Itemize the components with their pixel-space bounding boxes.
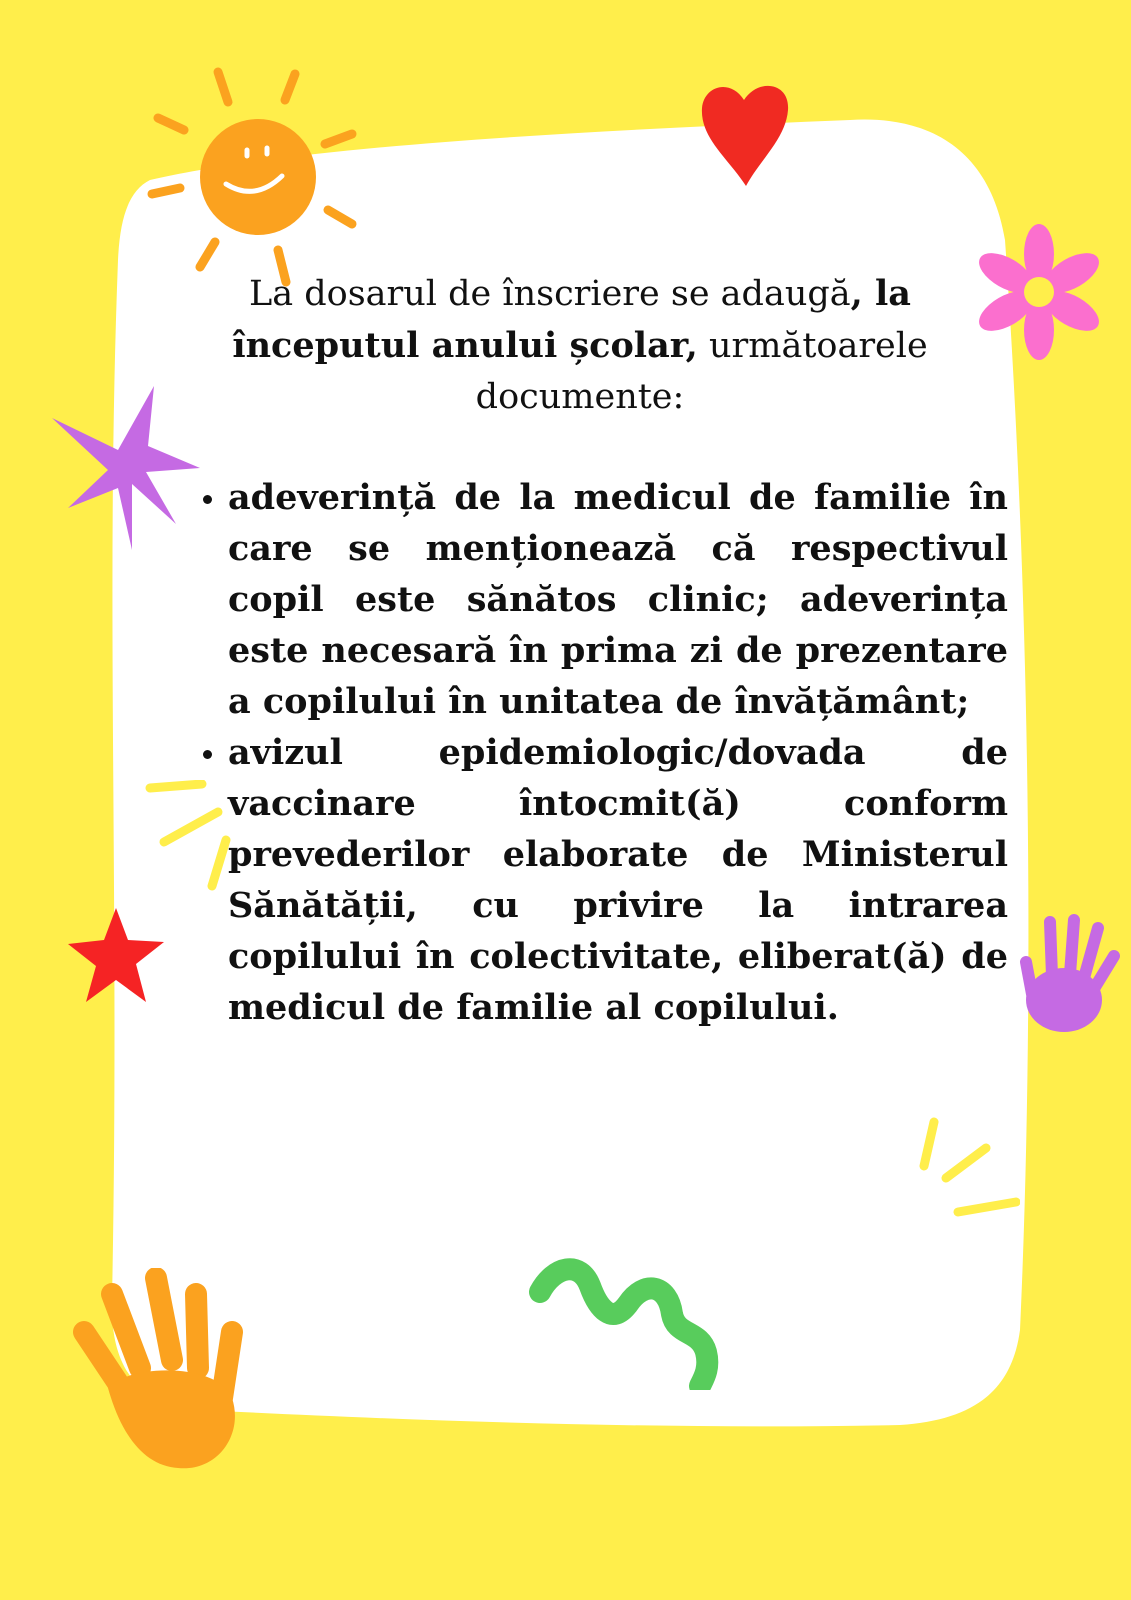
list-item: • adeverință de la medicul de familie în care se menționează că respectivul copil este sănătos clinic; adeverința este necesară în prima zi de prezentare a copilului în unitatea de învățământ; [228, 472, 1008, 727]
intro-paragraph [205, 268, 955, 423]
intro-text-end: următoarele documente: [475, 326, 928, 417]
heart-icon [698, 78, 794, 190]
orange-hand-icon [68, 1268, 258, 1472]
list-item: • avizul epidemiologic/dovada de vaccinare întocmit(ă) conform prevederilor elaborate de Ministerul Sănătății, cu privire la intrarea copilului în colectivitate, eliberat(ă) de medicul de familie al copilului. [228, 727, 1008, 1033]
purple-star-icon [48, 384, 208, 554]
intro-text-bold: , la începutul anului școlar, [232, 273, 911, 366]
red-star-icon [66, 906, 168, 1006]
sparkle-lines-icon [916, 1116, 1020, 1224]
intro-text-start: La dosarul de înscriere se adaugă [249, 274, 851, 314]
flower-icon [974, 224, 1104, 360]
sun-icon [140, 62, 370, 302]
squiggle-icon [528, 1256, 728, 1390]
purple-hand-icon [1012, 914, 1122, 1036]
documents-list [196, 472, 1008, 1033]
